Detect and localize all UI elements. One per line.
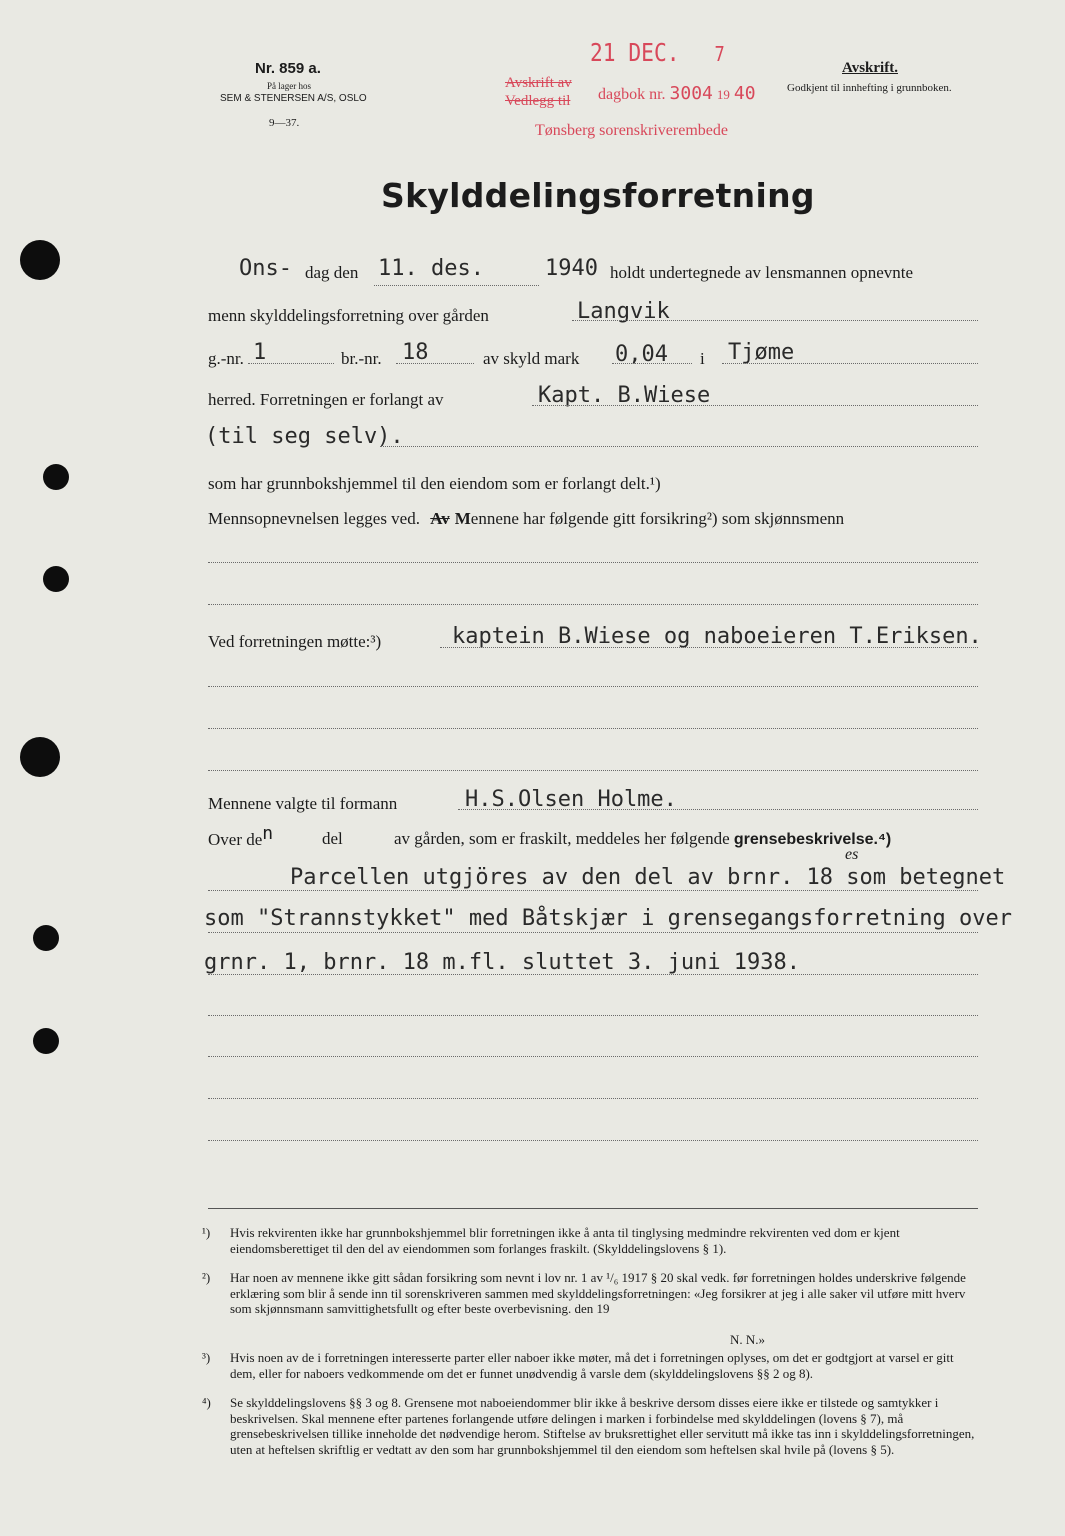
- motte-field: kaptein B.Wiese og naboeieren T.Eriksen.: [452, 624, 982, 649]
- brnr-rule: [396, 363, 474, 364]
- farm-rule: [572, 320, 978, 321]
- page-title: Skylddelingsforretning: [381, 176, 815, 215]
- requester-field: Kapt. B.Wiese: [538, 383, 711, 408]
- intro-line2: menn skylddelingsforretning over gården: [208, 306, 489, 325]
- brnr-field: 18: [402, 340, 429, 365]
- farm-field: Langvik: [577, 299, 670, 324]
- requester-note-rule: [380, 446, 978, 447]
- stamp-avskrift-av: Avskrift av: [505, 75, 572, 91]
- blank-rule: [208, 1140, 978, 1141]
- mennsopnevnelsen-text: Mennsopnevnelsen legges ved. Av Mennene har følgende gitt forsikring²) som skjønnsmenn: [208, 509, 845, 528]
- stamp-year: 40: [733, 83, 756, 104]
- blank-rule: [208, 1015, 978, 1016]
- desc-line-1: Parcellen utgjöres av den del av brnr. 18 som betegnet: [290, 865, 1006, 890]
- dag-den-label: dag den: [305, 263, 359, 282]
- avskrift-label: Avskrift.: [842, 60, 898, 76]
- weekday: Ons-: [239, 256, 292, 281]
- herred-label: herred. Forretningen er forlangt av: [208, 390, 444, 409]
- over-label: Over den: [208, 823, 274, 849]
- blank-rule: [208, 770, 978, 771]
- footnote-4: ⁴) Se skylddelingslovens §§ 3 og 8. Grensene mot naboeiendommer blir ikke å beskrive dersom disses eiere ikke er tilstede og samtykker i beskrivelsen. Skal mennene efter partenes forlangende utføre delingen i marken i forbindelse med skylddelingen (lovens § 7), må grensebeskrivelsen tillike inneholde det nødvendige herom. Stiftelse av bruksrettighet eller servitutt må ikke tas inn i skylddelingsforretningen, uten at heftelsen skriftlig er vedtatt av den som har grunnbokshjemmel til den eiendom som heftelsen skal hvile på (lovens § 5).: [202, 1395, 975, 1457]
- blank-rule: [208, 562, 978, 563]
- stamp-date: 21 DEC. 7: [590, 38, 725, 67]
- desc-rule: [208, 974, 978, 975]
- stamp-office: Tønsberg sorenskriverembede: [535, 122, 728, 139]
- stamp-dagbok: dagbok nr. 3004 19 40: [598, 83, 756, 104]
- blank-rule: [208, 1056, 978, 1057]
- blank-rule: [208, 604, 978, 605]
- skyld-field: 0,04: [615, 342, 668, 367]
- binder-hole: [33, 925, 59, 951]
- footnote-2-signature: N. N.»: [730, 1332, 766, 1347]
- blank-rule: [208, 686, 978, 687]
- gnr-label: g.-nr.: [208, 349, 244, 368]
- place-rule: [722, 363, 978, 364]
- form-number: Nr. 859 a.: [255, 60, 321, 77]
- printer-name: SEM & STENERSEN A/S, OSLO: [220, 93, 367, 104]
- godkjent-note: Godkjent til innhefting i grunnboken.: [787, 82, 952, 94]
- printer-date: 9—37.: [269, 117, 300, 129]
- desc-rule: [208, 932, 978, 933]
- binder-hole: [20, 737, 60, 777]
- requester-rule: [532, 405, 978, 406]
- skyld-label: av skyld mark: [483, 349, 580, 368]
- gnr-rule: [248, 363, 334, 364]
- printer-line: På lager hos: [267, 81, 311, 91]
- date-field: 11. des.: [378, 256, 484, 281]
- i-label: i: [700, 349, 705, 368]
- blank-rule: [208, 1098, 978, 1099]
- grense-label: av gården, som er fraskilt, meddeles her følgende grensebeskrivelse.⁴): [394, 829, 892, 848]
- del-label: del: [322, 829, 343, 848]
- intro-rest: holdt undertegnede av lensmannen opnevnte: [610, 263, 914, 282]
- place-field: Tjøme: [728, 340, 795, 365]
- motte-rule: [440, 647, 978, 648]
- binder-hole: [43, 464, 69, 490]
- stamp-vedlegg-til: Vedlegg til: [505, 93, 571, 109]
- skyld-rule: [612, 363, 692, 364]
- formann-label: Mennene valgte til formann: [208, 794, 398, 813]
- desc-line-3: grnr. 1, brnr. 18 m.fl. sluttet 3. juni 1938.: [204, 950, 801, 975]
- motte-label: Ved forretningen møtte:³): [208, 632, 382, 651]
- binder-hole: [20, 240, 60, 280]
- binder-hole: [33, 1028, 59, 1054]
- date-rule: [374, 285, 539, 286]
- footnote-1: ¹) Hvis rekvirenten ikke har grunnbokshjemmel blir forretningen ikke å anta til tinglysing medmindre rekvirenten ved dom er kjent eiendomsberettiget til den del av eiendommen som forlanges fraskilt. (Skylddelingslovens § 1).: [202, 1225, 900, 1256]
- footnote-separator: [208, 1208, 978, 1209]
- desc-insert: es: [845, 846, 859, 863]
- footnote-2: ²) Har noen av mennene ikke gitt sådan forsikring som nevnt i lov nr. 1 av ¹/₆ 1917 § 20 skal vedk. før forretningen holdes underskrive følgende erklæring som blir å sende inn til sorenskriveren sammen med skylddelingsforretningen: «Jeg forsikrer at jeg i alle saker vil utføre mitt hverv som skjønnsmann samvittighetsfullt og efter beste overbevisning. den 19: [202, 1270, 966, 1316]
- over-n: n: [262, 823, 274, 844]
- desc-line-2: som "Strannstykket" med Båtskjær i grensegangsforretning over: [204, 906, 1012, 931]
- binder-hole: [43, 566, 69, 592]
- stamp-mark: 7: [714, 42, 725, 66]
- typed-m: M: [454, 509, 471, 528]
- footnote-3: ³) Hvis noen av de i forretningen interesserte parter eller naboer ikke møter, må det i forretningen oplyses, om det er godtgjort at varsel er gitt dem, eller for naboers vedkommende om det er funnet unødvendig å varsle dem (skylddelingslovens §§ 2 og 8).: [202, 1350, 954, 1381]
- blank-rule: [208, 728, 978, 729]
- gnr-field: 1: [253, 340, 267, 365]
- year-field: 1940: [545, 256, 598, 281]
- brnr-label: br.-nr.: [341, 349, 382, 368]
- requester-note: (til seg selv).: [205, 424, 404, 449]
- desc-rule: [208, 890, 978, 891]
- struck-text: Av: [430, 509, 450, 528]
- stamp-dagbok-number: 3004: [669, 83, 713, 104]
- hjemmel-text: som har grunnbokshjemmel til den eiendom som er forlangt delt.¹): [208, 474, 661, 493]
- formann-rule: [458, 809, 978, 810]
- formann-field: H.S.Olsen Holme.: [465, 787, 677, 812]
